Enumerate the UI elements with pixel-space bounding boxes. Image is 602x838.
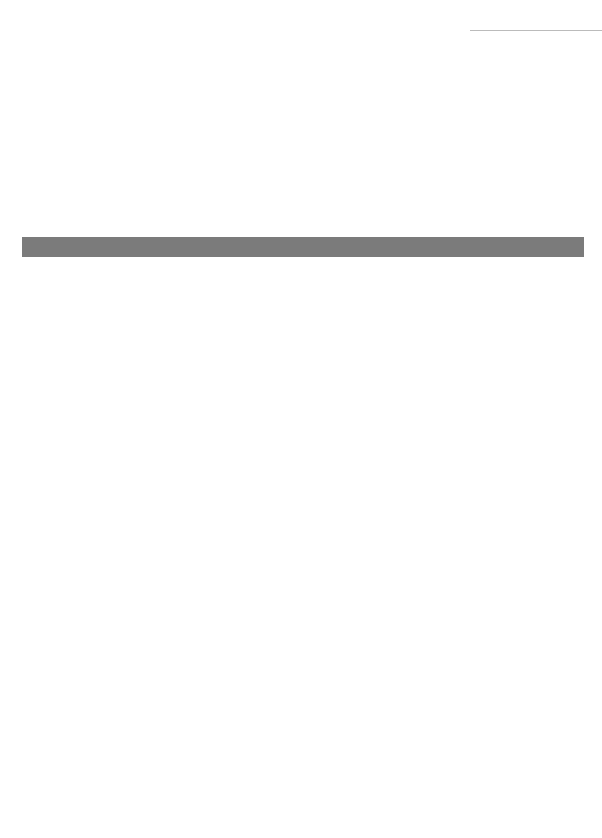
- rubric-divider: [470, 30, 602, 31]
- theses-columns: [24, 260, 584, 802]
- section-banner: [22, 237, 584, 257]
